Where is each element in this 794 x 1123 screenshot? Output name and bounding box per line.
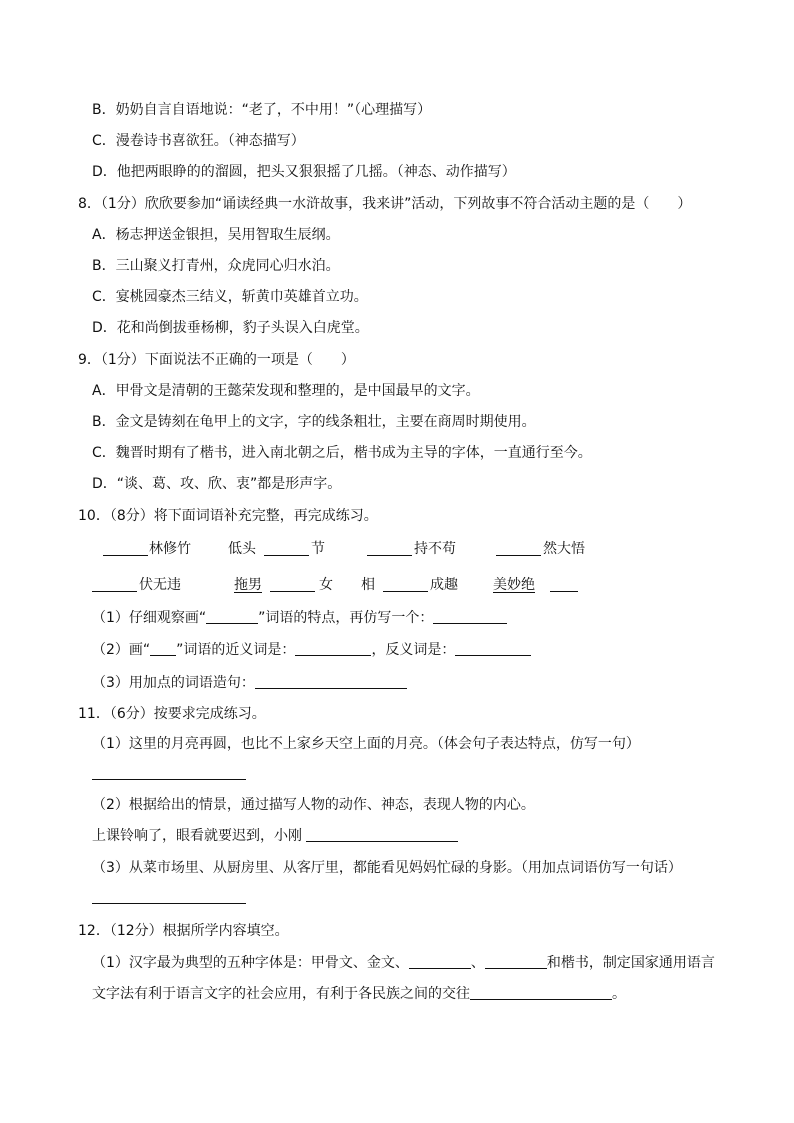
q10-sub2-mid: ”词语的近义词是： (176, 642, 296, 658)
blank-3[interactable] (367, 555, 412, 556)
blank-2[interactable] (264, 555, 309, 556)
q10-sub2-blank-c[interactable] (455, 640, 531, 656)
q10-sub1-blank-b[interactable] (433, 608, 507, 624)
q12-sub1-b: 和楷书，制定国家通用语言 (546, 955, 715, 971)
q11-sub1: （1）这里的月亮再圆，也比不上家乡天空上面的月亮。（体会句子表达特点，仿写一句） (92, 736, 640, 752)
q12-sub1-line1 (92, 953, 715, 973)
q9-option-c: C．魏晋时期有了楷书，进入南北朝之后，楷书成为主导的字体，一直通行至今。 (92, 445, 592, 461)
q12-blank-2[interactable] (485, 953, 547, 969)
q9-option-b: B．金文是铸刻在龟甲上的文字，字的线条粗壮，主要在商周时期使用。 (92, 414, 536, 430)
word-7-prefix: 相 (361, 577, 375, 593)
q12-sub1-line2 (92, 984, 626, 1004)
q10-sub1-pre: （1）仔细观察画“ (92, 610, 207, 626)
option-d-prev: D．他把两眼睁的的溜圆，把头又狠狠摇了几摇。（神态、动作描写） (92, 164, 516, 180)
q12-sub1-c: 文字法有利于语言文字的社会应用，有利于各民族之间的交往 (92, 986, 470, 1002)
blank-1[interactable] (103, 555, 148, 556)
q11-sub3-answer-line[interactable] (92, 903, 246, 904)
word-6-prefix: 拖男 (234, 577, 262, 593)
q10-stem: 10．（8分）将下面词语补充完整，再完成练习。 (78, 508, 378, 524)
q12-sub1-a: （1）汉字最为典型的五种字体是：甲骨文、金文、 (92, 955, 409, 971)
q10-sub1-mid: ”词语的特点，再仿写一个： (258, 610, 434, 626)
q8-option-c: C．宴桃园豪杰三结义，斩黄巾英雄首立功。 (92, 289, 368, 305)
q10-sub2 (92, 640, 531, 660)
word-5: 伏无违 (139, 577, 181, 593)
q11-sub2: （2）根据给出的情景，通过描写人物的动作、神态，表现人物的内心。 (92, 797, 535, 813)
word-7-suffix: 成趣 (430, 577, 458, 593)
option-b-prev: B．奶奶自言自语地说：“老了，不中用！”（心理描写） (92, 102, 432, 118)
word-1: 林修竹 (149, 541, 191, 557)
q8-option-b: B．三山聚义打青州，众虎同心归水泊。 (92, 258, 340, 274)
q9-stem: 9．（1分）下面说法不正确的一项是（ ） (78, 352, 355, 368)
q11-sub2-blank[interactable] (306, 826, 458, 842)
blank-7[interactable] (383, 591, 428, 592)
word-4: 然大悟 (543, 541, 585, 557)
word-2-suffix: 节 (311, 541, 325, 557)
q8-stem: 8．（1分）欣欣要参加“诵读经典一水浒故事，我来讲”活动，下列故事不符合活动主题的是（ ） (78, 196, 692, 212)
q11-sub1-answer-line[interactable] (92, 779, 246, 780)
q12-blank-1[interactable] (409, 953, 471, 969)
blank-5[interactable] (92, 591, 137, 592)
q10-sub3 (92, 673, 407, 693)
q10-sub2-pre: （2）画“ (92, 642, 151, 658)
q12-sub1-sep: 、 (470, 955, 485, 971)
q11-sub2-scene (92, 826, 458, 846)
q12-stem: 12．（12分）根据所学内容填空。 (78, 923, 289, 939)
q10-sub3-text: （3）用加点的词语造句： (92, 675, 255, 691)
q10-sub2-mid2: ，反义词是： (371, 642, 456, 658)
q10-sub1-blank-a[interactable] (206, 608, 258, 624)
word-2-prefix: 低头 (228, 541, 256, 557)
q9-option-a: A．甲骨文是清朝的王懿荣发现和整理的，是中国最早的文字。 (92, 383, 480, 399)
q11-sub3: （3）从菜市场里、从厨房里、从客厅里，都能看见妈妈忙碌的身影。（用加点词语仿写一句话） (92, 860, 682, 876)
q8-option-d: D．花和尚倒拔垂杨柳，豹子头误入白虎堂。 (92, 320, 369, 336)
q10-sub3-blank[interactable] (255, 673, 407, 689)
q10-sub1 (92, 608, 507, 628)
blank-8[interactable] (550, 591, 578, 592)
q10-sub2-blank-b[interactable] (295, 640, 371, 656)
q12-blank-3[interactable] (470, 984, 612, 1000)
blank-4[interactable] (496, 555, 541, 556)
option-c-prev: C．漫卷诗书喜欲狂。（神态描写） (92, 133, 305, 149)
word-8: 美妙绝 (493, 577, 535, 593)
q8-option-a: A．杨志押送金银担，吴用智取生辰纲。 (92, 227, 340, 243)
word-6-suffix: 女 (319, 577, 333, 593)
q11-stem: 11．（6分）按要求完成练习。 (78, 706, 266, 722)
q9-option-d: D．“谈、葛、攻、欣、衷”都是形声字。 (92, 476, 342, 492)
word-3: 持不苟 (414, 541, 456, 557)
q12-sub1-end: 。 (612, 986, 626, 1002)
blank-6[interactable] (270, 591, 315, 592)
q11-sub2-scene-text: 上课铃响了，眼看就要迟到，小刚 (92, 828, 302, 844)
q10-sub2-blank-a[interactable] (150, 640, 176, 656)
